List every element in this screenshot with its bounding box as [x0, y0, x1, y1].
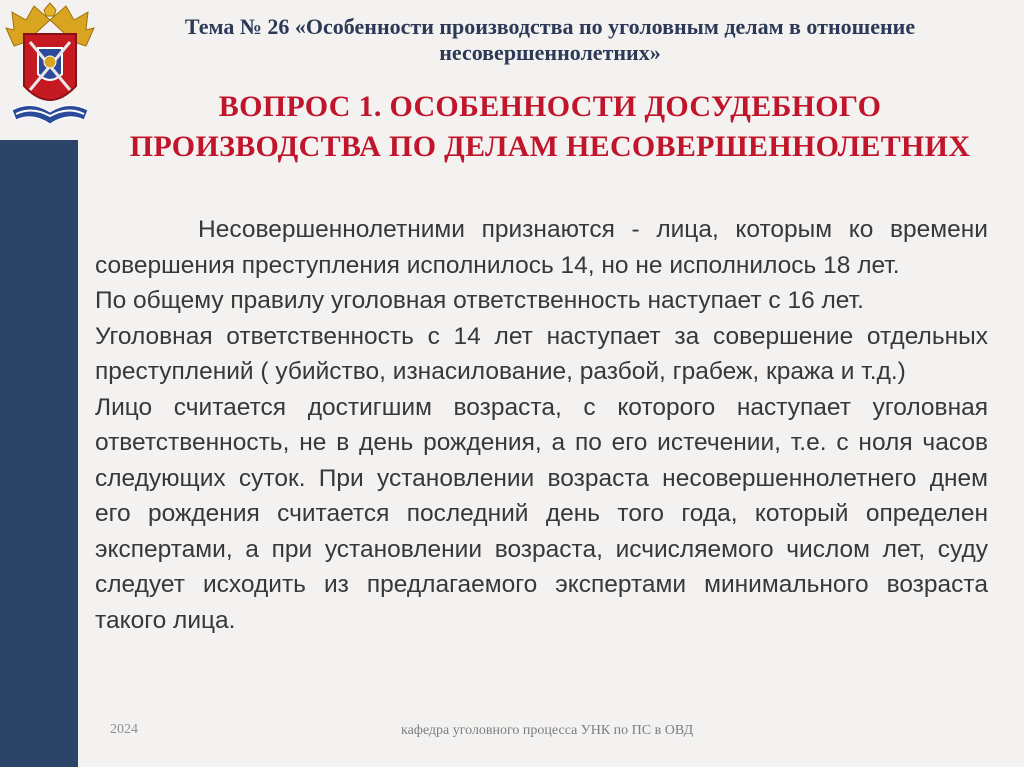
footer-department: кафедра уголовного процесса УНК по ПС в ОВД: [401, 723, 694, 738]
theme-title: Тема № 26 «Особенности производства по уголовным делам в отношение несовершеннолетних»: [184, 14, 916, 65]
police-emblem-icon: [4, 2, 96, 130]
question-title: ВОПРОС 1. ОСОБЕННОСТИ ДОСУДЕБНОГО ПРОИЗВОДСТВА ПО ДЕЛАМ НЕСОВЕРШЕННОЛЕТНИХ: [129, 90, 971, 163]
paragraph-age-calculation: Лицо считается достигшим возраста, с которого наступает уголовная ответственность, не в день рождения, а по его истечении, т.е. с ноля часов следующих суток. При установлении возраста несовершеннолетнего днем его рождения считается последний день того года, который определен экспертами, а при установлении возраста, исчисляемого числом лет, суду следует исходить из предлагаемого экспертами минимального возраста такого лица.: [95, 393, 988, 634]
paragraph-definition: Несовершеннолетними признаются - лица, которым ко времени совершения преступления исполнилось 14, но не исполнилось 18 лет.: [95, 216, 988, 279]
footer-year: 2024: [110, 722, 138, 737]
paragraph-general-rule: По общему правилу уголовная ответственность наступает с 16 лет.: [95, 287, 864, 314]
main-content: [95, 212, 988, 638]
sidebar-stripe: [0, 140, 78, 767]
paragraph-age-14: Уголовная ответственность с 14 лет наступает за совершение отдельных преступлений ( убийство, изнасилование, разбой, грабеж, кража и т.д.): [95, 322, 988, 385]
